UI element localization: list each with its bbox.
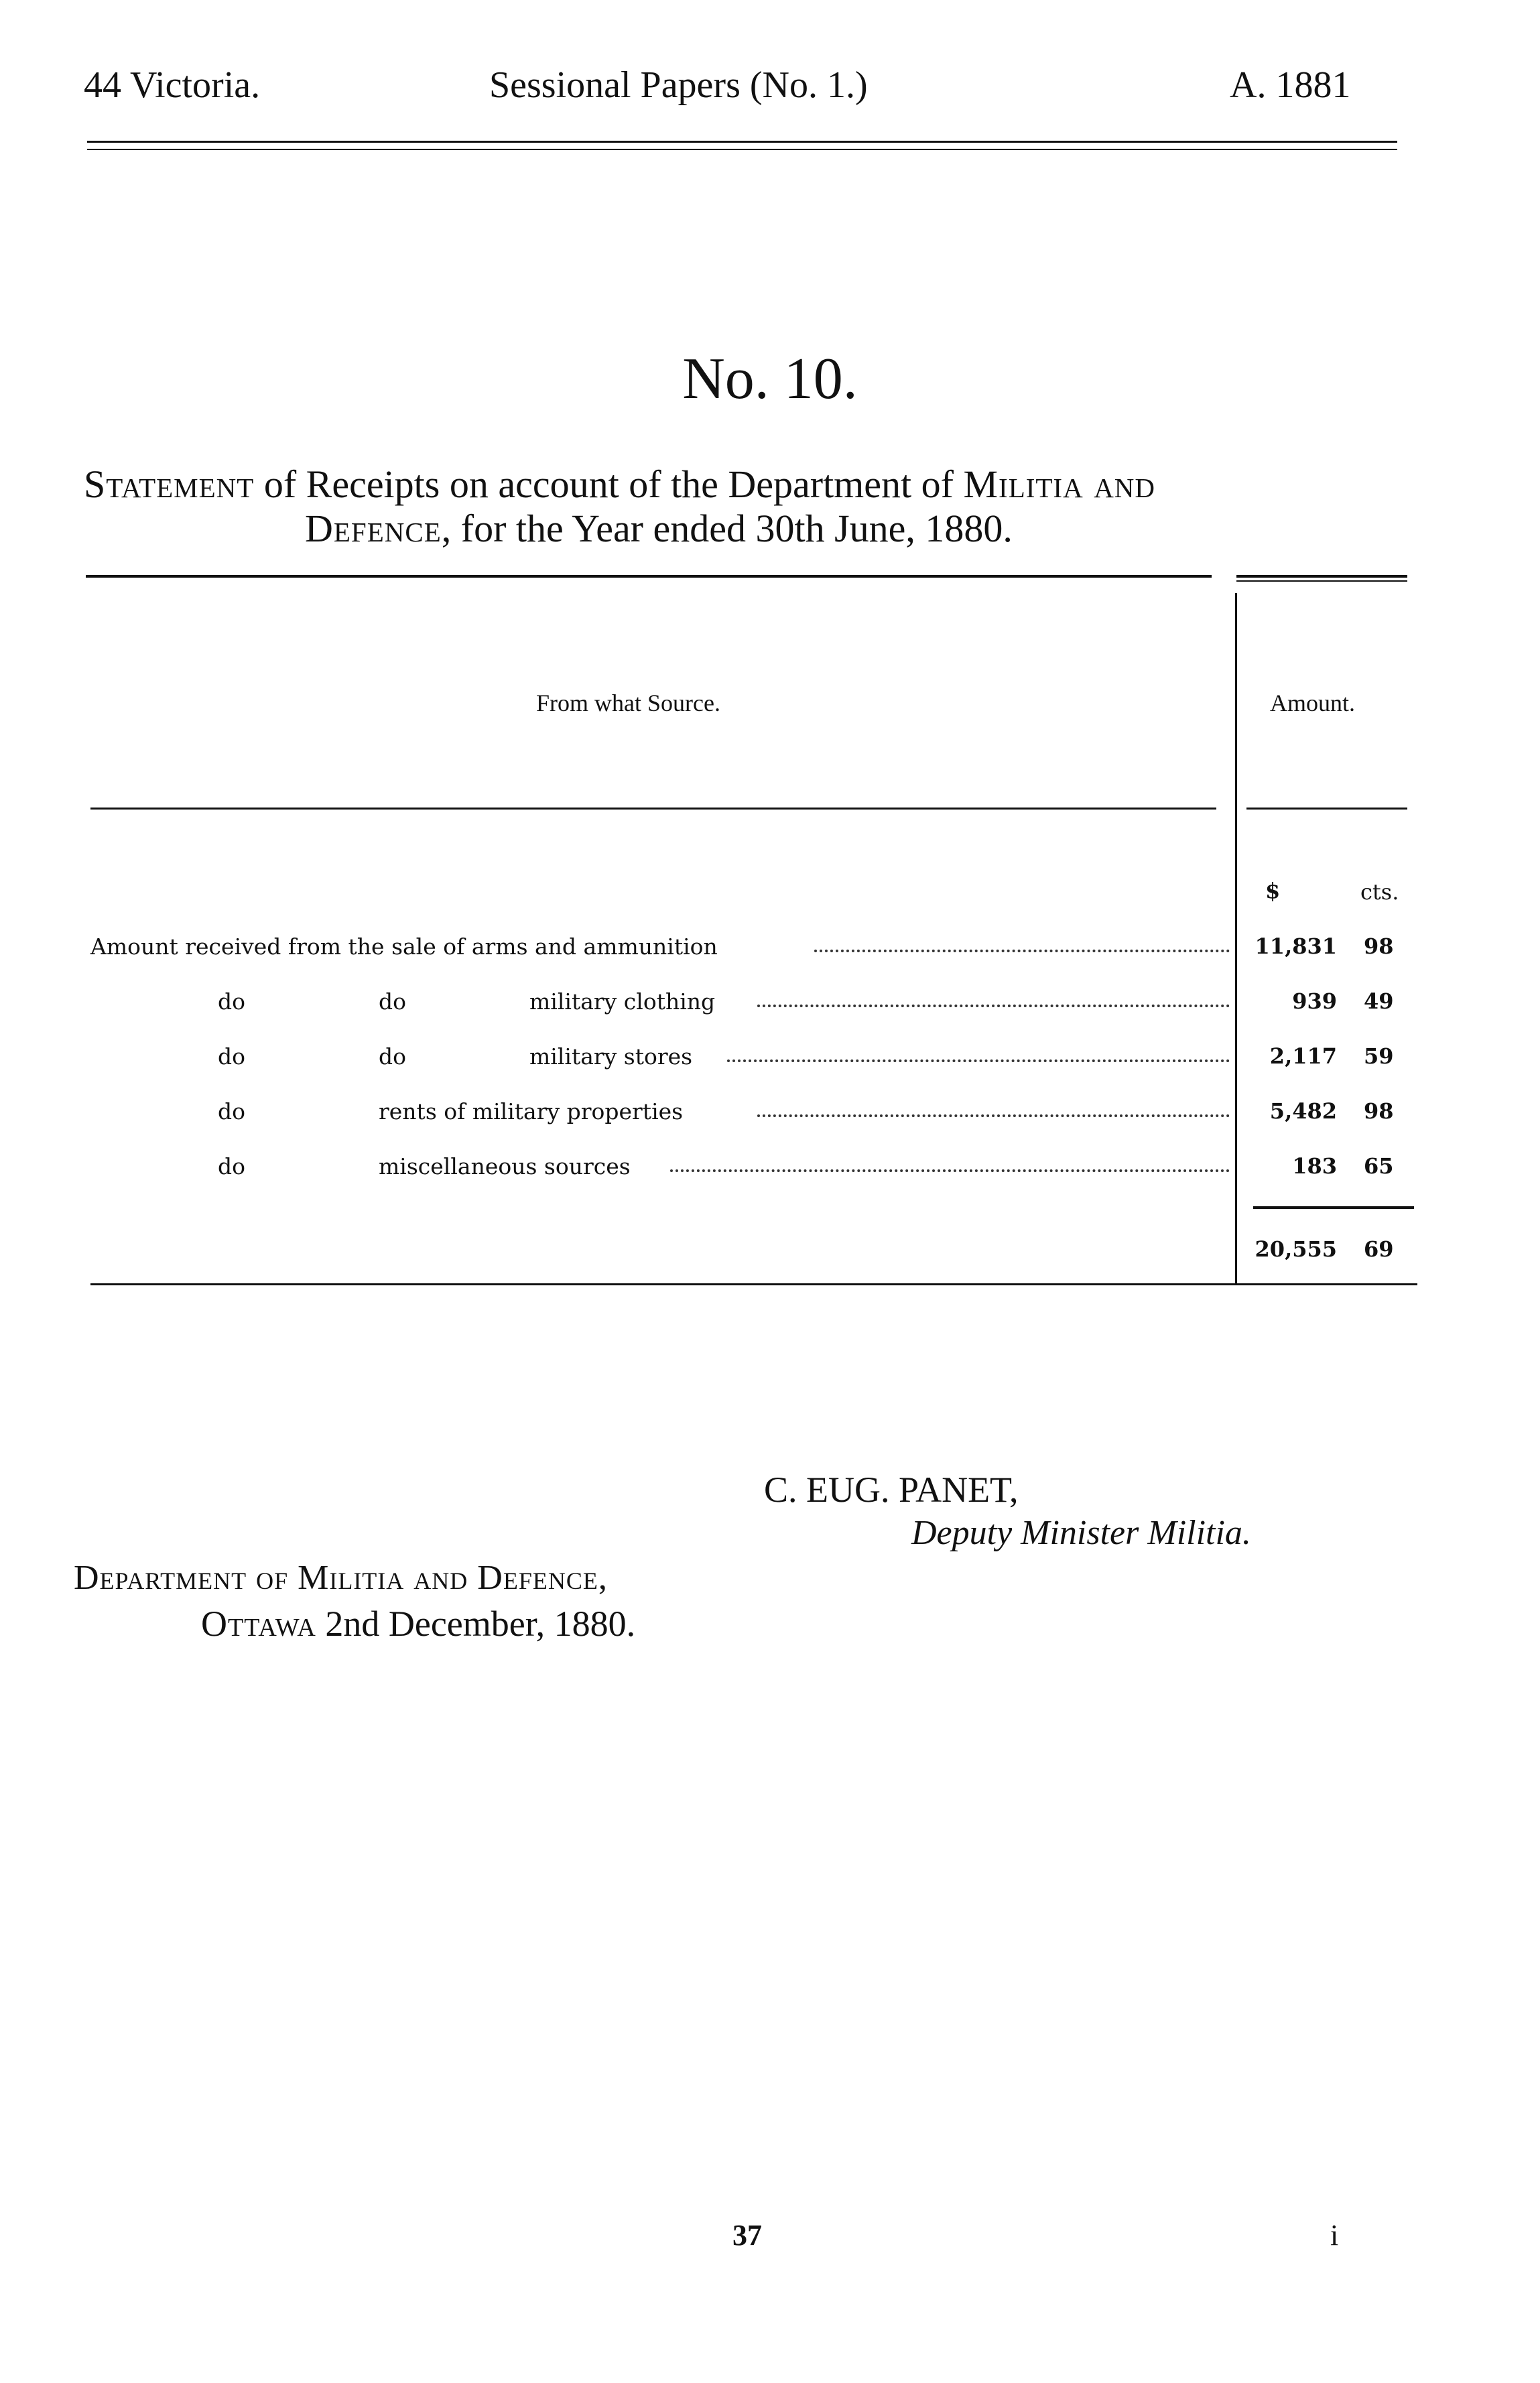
signatory-name: C. EUG. PANET,: [764, 1470, 1019, 1510]
table-bottom-rule: [90, 1283, 1417, 1285]
row-ditto: do: [218, 1043, 245, 1070]
unit-dollars: $: [1265, 878, 1281, 903]
row-ditto: do: [218, 1098, 245, 1124]
row-ditto: do: [218, 988, 245, 1015]
table-row: [90, 933, 1236, 967]
table-top-rule-right-2: [1236, 580, 1407, 582]
row-source-text: miscellaneous sources: [379, 1153, 631, 1179]
amount-cents: 98: [1364, 1098, 1394, 1124]
dateline-place-date: [201, 1603, 635, 1645]
header-left: 44 Victoria.: [84, 64, 261, 106]
row-ditto: do: [218, 1153, 245, 1179]
dot-leader: [757, 1114, 1230, 1117]
amount-cents: 98: [1364, 933, 1394, 959]
page-number: 37: [732, 2219, 762, 2252]
table-top-rule-right: [1236, 575, 1407, 578]
total-dollars: 20,555: [1255, 1236, 1337, 1262]
amount-dollars: 5,482: [1269, 1098, 1337, 1124]
title-lead: Statement: [84, 462, 255, 506]
row-source-text: military stores: [529, 1043, 693, 1070]
row-source-text: military clothing: [529, 988, 716, 1015]
dot-leader: [670, 1169, 1230, 1172]
table-row: [90, 1043, 1236, 1077]
amount-dollars: 939: [1292, 988, 1337, 1014]
table-header-rule-left: [90, 808, 1216, 810]
dot-leader: [727, 1059, 1230, 1062]
amount-dollars: 183: [1292, 1153, 1337, 1179]
table-top-rule-left: [86, 575, 1212, 578]
document-number: No. 10.: [682, 346, 858, 411]
unit-cents: cts.: [1360, 879, 1399, 905]
dateline-date: 2nd December, 1880.: [316, 1604, 636, 1644]
dot-leader: [757, 1005, 1230, 1007]
dateline-place: Ottawa: [201, 1604, 316, 1644]
header-rule-bottom: [87, 149, 1397, 150]
row-ditto: do: [379, 1043, 406, 1070]
title-text-2: , for the Year ended 30th June, 1880.: [441, 507, 1013, 550]
table-row: [90, 1153, 1236, 1187]
statement-title: [84, 462, 1451, 551]
signatory-title: Deputy Minister Militia.: [911, 1514, 1251, 1552]
title-dept-1: Militia and: [963, 462, 1156, 506]
title-dept-2: Defence: [305, 507, 442, 550]
header-right: A. 1881: [1230, 64, 1351, 106]
amount-cents: 59: [1364, 1043, 1394, 1069]
row-source-text: Amount received from the sale of arms and ammunition: [90, 933, 718, 960]
dot-leader: [814, 950, 1230, 952]
total-cents: 69: [1364, 1236, 1394, 1262]
row-source-text: rents of military properties: [379, 1098, 684, 1124]
row-ditto: do: [379, 988, 406, 1015]
column-header-source: From what Source.: [536, 690, 720, 716]
amount-cents: 65: [1364, 1153, 1394, 1179]
amount-cents: 49: [1364, 988, 1394, 1014]
amount-dollars: 2,117: [1269, 1043, 1337, 1069]
table-row: [90, 1098, 1236, 1132]
total-rule: [1253, 1206, 1414, 1209]
table-row: [90, 988, 1236, 1022]
title-text-1: of Receipts on account of the Department of: [254, 462, 964, 506]
table-header-rule-right: [1246, 808, 1407, 810]
amount-dollars: 11,831: [1255, 933, 1337, 959]
header-rule-top: [87, 141, 1397, 143]
column-header-amount: Amount.: [1270, 690, 1356, 716]
dateline-department: Department of Militia and Defence,: [74, 1559, 608, 1597]
header-center: Sessional Papers (No. 1.): [489, 64, 868, 106]
signature-mark: i: [1330, 2219, 1339, 2252]
